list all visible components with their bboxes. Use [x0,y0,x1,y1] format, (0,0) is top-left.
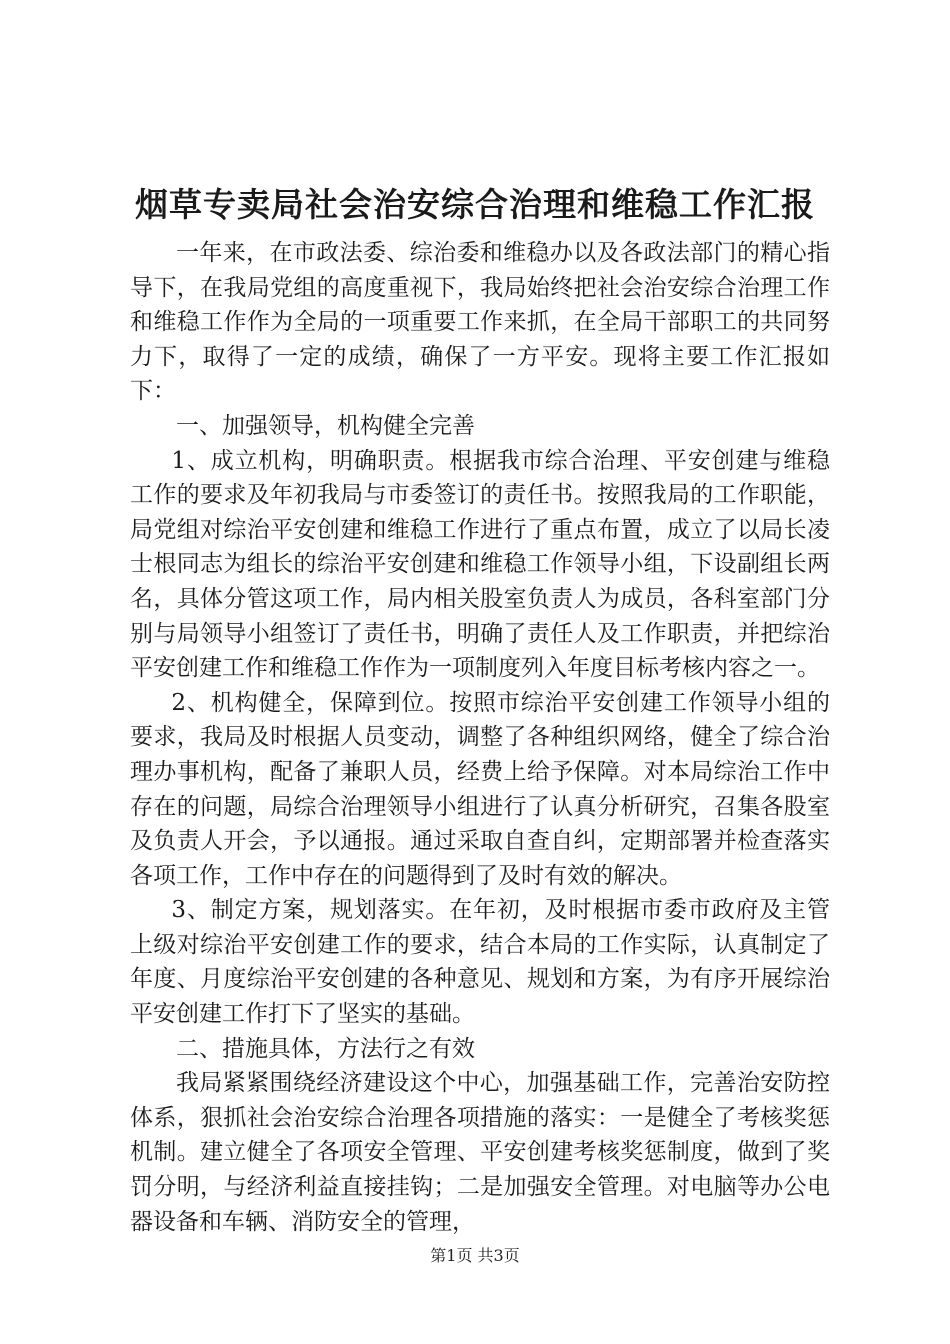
section-heading-2: 二、措施具体，方法行之有效 [176,1035,475,1062]
paragraph-intro: 一年来，在市政法委、综治委和维稳办以及各政法部门的精心指导下，在我局党组的高度重视下，我局始终把社会治安综合治理工作和维稳工作作为全局的一项重要工作来抓，在全局干部职工的共同努力下，取得了一定的成绩，确保了一方平安。现将主要工作汇报如下： [130,240,830,405]
paragraph-item-3: 3、制定方案，规划落实。在年初，及时根据市委市政府及主管上级对综治平安创建工作的要求，结合本局的工作实际，认真制定了年度、月度综治平安创建的各种意见、规划和方案，为有序开展综治平安创建工作打下了坚实的基础。 [130,897,830,1028]
document-title: 烟草专卖局社会治安综合治理和维稳工作汇报 [135,185,815,224]
section-heading-1: 一、加强领导，机构健全完善 [176,412,475,439]
document-body [130,236,830,1239]
paragraph-item-2: 2、机构健全，保障到位。按照市综治平安创建工作领导小组的要求，我局及时根据人员变动，调整了各种组织网络，健全了综合治理办事机构，配备了兼职人员，经费上给予保障。对本局综治工作中存在的问题，局综合治理领导小组进行了认真分析研究，召集各股室及负责人开会，予以通报。通过采取自查自纠，定期部署并检查落实各项工作，工作中存在的问题得到了及时有效的解决。 [130,689,830,889]
paragraph-measures: 我局紧紧围绕经济建设这个中心，加强基础工作，完善治安防控体系，狠抓社会治安综合治理各项措施的落实：一是健全了考核奖惩机制。建立健全了各项安全管理、平安创建考核奖惩制度，做到了奖罚分明，与经济利益直接挂钩；二是加强安全管理。对电脑等办公电器设备和车辆、消防安全的管理， [130,1070,830,1235]
page-number-footer: 第1页 共3页 [430,1246,520,1265]
paragraph-item-1: 1、成立机构，明确职责。根据我市综合治理、平安创建与维稳工作的要求及年初我局与市委签订的责任书。按照我局的工作职能，局党组对综治平安创建和维稳工作进行了重点布置，成立了以局长凌士根同志为组长的综治平安创建和维稳工作领导小组，下设副组长两名，具体分管这项工作，局内相关股室负责人为成员，各科室部门分别与局领导小组签订了责任书，明确了责任人及工作职责，并把综治平安创建工作和维稳工作作为一项制度列入年度目标考核内容之一。 [130,447,830,682]
